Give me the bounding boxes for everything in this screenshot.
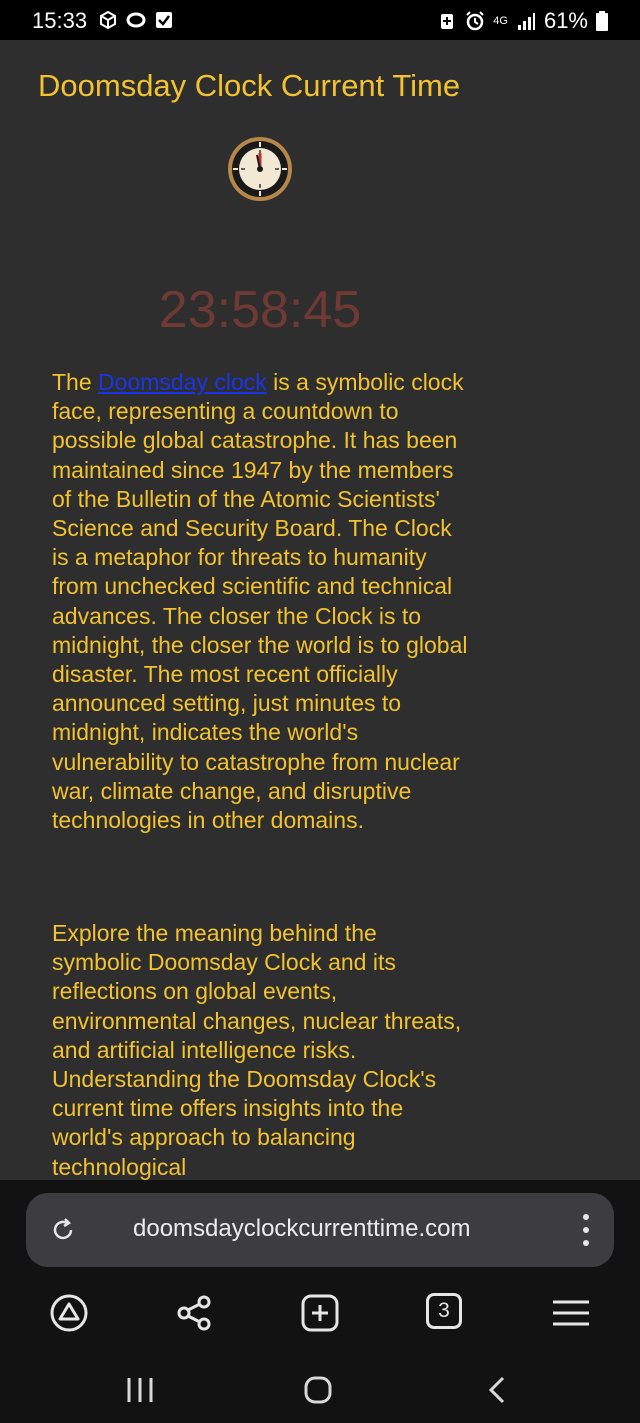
home-nav-icon[interactable] — [298, 1370, 338, 1410]
ring-icon — [126, 10, 146, 30]
battery-icon — [596, 11, 608, 31]
new-tab-icon[interactable] — [300, 1293, 340, 1333]
signal-icon — [516, 11, 536, 31]
battery-percentage: 61% — [543, 8, 588, 33]
doomsday-clock-logo-icon — [227, 136, 293, 202]
browser-bottom-bar — [0, 1180, 640, 1423]
back-icon[interactable] — [478, 1370, 518, 1410]
share-icon[interactable] — [174, 1293, 214, 1333]
doomsday-clock-link[interactable]: Doomsday clock — [98, 369, 267, 395]
url-text[interactable]: doomsdayclockcurrenttime.com — [133, 1215, 471, 1242]
page-title: Doomsday Clock Current Time — [38, 68, 461, 103]
network-type: 4G — [493, 14, 508, 27]
recent-apps-icon[interactable] — [120, 1370, 160, 1410]
web-page — [0, 40, 640, 1180]
alarm-icon — [465, 11, 485, 31]
check-square-icon — [154, 10, 174, 30]
more-options-icon[interactable] — [582, 1213, 590, 1247]
cube-icon — [98, 10, 118, 30]
address-bar[interactable] — [26, 1193, 614, 1267]
tab-count: 3 — [426, 1293, 462, 1329]
intro-paragraph: The Doomsday clock is a symbolic clock face, representing a countdown to possible global catastrophe. It has been maintained since 1947 by the members of the Bulletin of the Atomic Scientists' Science and Security Board. The Clock is a metaphor for threats to humanity from unchecked scientific and technical advances. The closer the Clock is to midnight, the closer the world is to global disaster. The most recent officially announced setting, just minutes to midnight, indicates the world's vulnerability to catastrophe from nuclear war, climate change, and disruptive technologies in other domains. — [52, 369, 468, 834]
status-time: 15:33 — [32, 8, 88, 33]
clock-time-display: 23:58:45 — [158, 281, 362, 339]
hamburger-menu-icon[interactable] — [551, 1293, 591, 1333]
status-bar — [0, 0, 640, 40]
home-icon[interactable] — [49, 1293, 89, 1333]
explore-paragraph: Explore the meaning behind the symbolic Doomsday Clock and its reflections on global events, environmental changes, nuclear threats, and artificial intelligence risks. Understanding the Doomsday Clock's current time offers insights into the world's approach to balancing technological — [52, 920, 462, 1180]
battery-saver-icon — [437, 11, 457, 31]
system-navigation-bar — [0, 1360, 640, 1423]
reload-icon[interactable] — [48, 1215, 78, 1245]
tabs-button[interactable] — [426, 1293, 466, 1333]
browser-toolbar — [0, 1280, 640, 1344]
